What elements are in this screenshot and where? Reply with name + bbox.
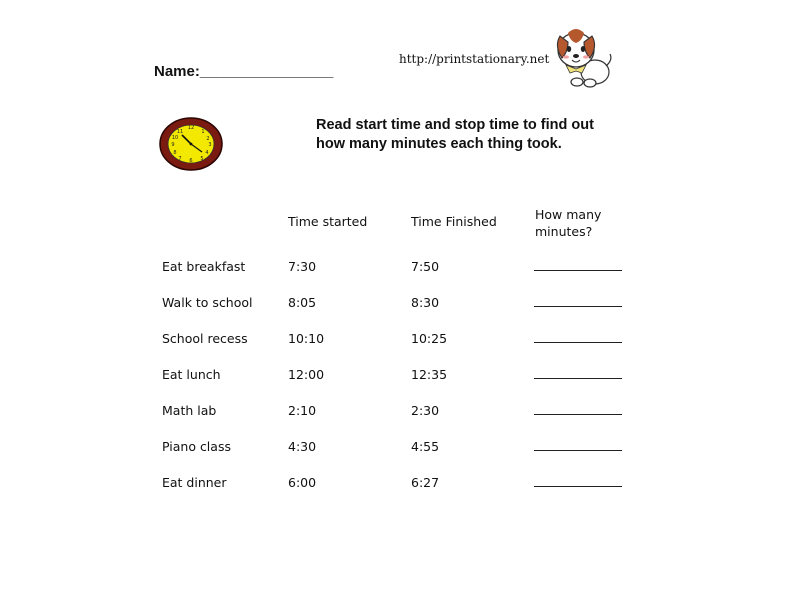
- minutes-answer-line[interactable]: [534, 378, 622, 379]
- start-time-cell: 2:10: [288, 403, 317, 418]
- activity-cell: Walk to school: [162, 295, 253, 310]
- svg-text:11: 11: [176, 129, 184, 135]
- column-header-start: Time started: [288, 214, 368, 229]
- wall-clock-icon: [158, 116, 224, 172]
- finish-time-cell: 12:35: [411, 367, 448, 382]
- start-time-cell: 12:00: [288, 367, 325, 382]
- svg-text:5: 5: [200, 156, 204, 162]
- activity-cell: Math lab: [162, 403, 217, 418]
- start-time-cell: 8:05: [288, 295, 317, 310]
- column-header-finish: Time Finished: [411, 214, 497, 229]
- svg-text:12: 12: [187, 125, 195, 131]
- table-row: [0, 438, 800, 456]
- table-row: [0, 474, 800, 492]
- table-row: [0, 258, 800, 276]
- activity-cell: Eat breakfast: [162, 259, 246, 274]
- start-time-cell: 10:10: [288, 331, 325, 346]
- column-header-minutes-line-2: minutes?: [535, 224, 593, 239]
- minutes-answer-line[interactable]: [534, 342, 622, 343]
- svg-text:4: 4: [205, 150, 209, 156]
- minutes-answer-line[interactable]: [534, 414, 622, 415]
- instructions-line-1: Read start time and stop time to find out: [316, 117, 594, 133]
- finish-time-cell: 10:25: [411, 331, 448, 346]
- svg-text:2: 2: [206, 136, 210, 142]
- column-header-minutes-line-1: How many: [535, 207, 602, 222]
- puppy-illustration-icon: [552, 22, 614, 88]
- table-row: [0, 366, 800, 384]
- svg-text:10: 10: [171, 135, 179, 141]
- finish-time-cell: 2:30: [411, 403, 440, 418]
- column-header-minutes: [535, 206, 601, 240]
- table-row: [0, 330, 800, 348]
- instructions-line-2: how many minutes each thing took.: [316, 136, 562, 152]
- svg-text:3: 3: [208, 142, 212, 148]
- svg-text:8: 8: [173, 150, 177, 156]
- minutes-answer-line[interactable]: [534, 450, 622, 451]
- table-row: [0, 294, 800, 312]
- finish-time-cell: 6:27: [411, 475, 440, 490]
- svg-text:6: 6: [189, 158, 193, 164]
- svg-text:7: 7: [178, 156, 182, 162]
- table-row: [0, 402, 800, 420]
- svg-text:9: 9: [171, 142, 175, 148]
- minutes-answer-line[interactable]: [534, 270, 622, 271]
- activity-cell: Piano class: [162, 439, 231, 454]
- start-time-cell: 7:30: [288, 259, 317, 274]
- name-field-label: Name:________________: [154, 63, 334, 80]
- activity-cell: School recess: [162, 331, 248, 346]
- start-time-cell: 4:30: [288, 439, 317, 454]
- activity-cell: Eat dinner: [162, 475, 227, 490]
- minutes-answer-line[interactable]: [534, 306, 622, 307]
- minutes-answer-line[interactable]: [534, 486, 622, 487]
- instructions: [316, 116, 676, 154]
- activity-cell: Eat lunch: [162, 367, 221, 382]
- finish-time-cell: 4:55: [411, 439, 440, 454]
- finish-time-cell: 7:50: [411, 259, 440, 274]
- start-time-cell: 6:00: [288, 475, 317, 490]
- svg-text:1: 1: [201, 129, 205, 135]
- site-url: http://printstationary.net: [399, 52, 550, 66]
- finish-time-cell: 8:30: [411, 295, 440, 310]
